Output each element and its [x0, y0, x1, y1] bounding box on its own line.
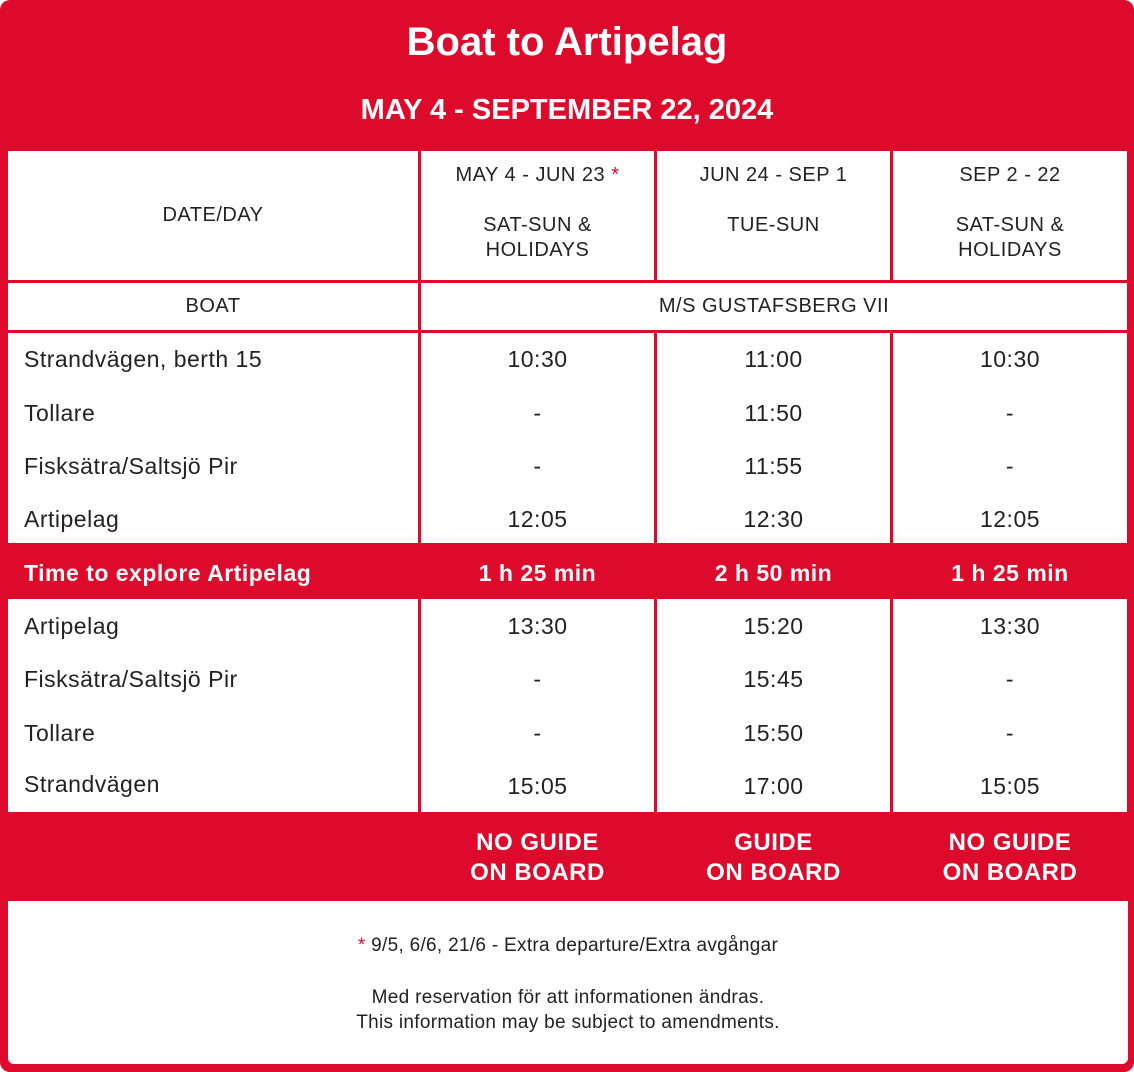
extra-departure-text: 9/5, 6/6, 21/6 - Extra departure/Extra avgångar [371, 935, 779, 956]
departure-time: - [533, 719, 542, 746]
stop-name: Fisksätra/Saltsjö Pir [24, 665, 238, 692]
stop-name: Fisksätra/Saltsjö Pir [24, 452, 238, 479]
boat-name: M/S GUSTAFSBERG VII [421, 283, 1127, 330]
footer-notes [8, 901, 1128, 1064]
column-days: SAT-SUN & [483, 214, 592, 236]
departure-time: 15:50 [743, 719, 804, 746]
departure-time: 11:55 [744, 452, 803, 479]
explore-duration: 1 h 25 min [951, 559, 1069, 586]
departure-time: 15:45 [743, 665, 804, 692]
guide-status: GUIDE ON BOARD [706, 829, 841, 886]
extra-departure-note [8, 935, 1128, 957]
departure-time: - [1005, 452, 1015, 479]
guide-status: NO GUIDE ON BOARD [470, 829, 605, 886]
column-range: SEP 2 - 22 [959, 164, 1061, 186]
departure-time: - [533, 665, 542, 692]
column-header-3 [893, 151, 1127, 280]
stop-name: Artipelag [24, 612, 120, 639]
departure-time: 11:50 [744, 399, 803, 426]
asterisk-mark: * [611, 164, 620, 186]
explore-duration: 1 h 25 min [478, 559, 597, 586]
departure-time: - [1005, 665, 1015, 692]
stop-name: Tollare [24, 719, 96, 746]
departure-time: 13:30 [507, 612, 568, 639]
guide-status: NO GUIDE ON BOARD [942, 829, 1078, 886]
season-subtitle: MAY 4 - SEPTEMBER 22, 2024 [360, 94, 774, 126]
column-header-1 [421, 151, 654, 280]
disclaimer [8, 985, 1128, 1035]
boat-label: BOAT [8, 283, 418, 330]
departure-time: 12:30 [743, 505, 804, 532]
stop-name: Strandvägen [24, 770, 160, 797]
date-day-label: DATE/DAY [162, 204, 264, 226]
departure-time: - [533, 399, 542, 426]
column-range: MAY 4 - JUN 23 [455, 164, 606, 186]
departure-time: 10:30 [979, 345, 1041, 372]
stop-name: Strandvägen, berth 15 [24, 345, 263, 372]
explore-duration: 2 h 50 min [714, 559, 833, 586]
column-range: JUN 24 - SEP 1 [699, 164, 848, 186]
departure-time: 15:05 [979, 772, 1041, 799]
explore-label: Time to explore Artipelag [24, 559, 312, 586]
column-days: TUE-SUN [727, 214, 820, 236]
departure-time: 12:05 [507, 505, 568, 532]
departure-time: - [1005, 719, 1015, 746]
departure-time: 15:20 [743, 612, 804, 639]
column-header-2 [657, 151, 890, 280]
date-day-header [8, 151, 418, 280]
departure-time: 13:30 [979, 612, 1041, 639]
departure-time: 15:05 [507, 772, 568, 799]
departure-time: 12:05 [979, 505, 1041, 532]
stop-name: Tollare [24, 399, 96, 426]
asterisk-mark: * [357, 935, 366, 956]
page-title: Boat to Artipelag [406, 20, 728, 64]
disclaimer-english: This information may be subject to amendments. [356, 1012, 780, 1033]
column-days: HOLIDAYS [485, 239, 590, 261]
departure-time: - [533, 452, 542, 479]
departure-time: - [1005, 399, 1015, 426]
departure-time: 17:00 [743, 772, 804, 799]
column-days: SAT-SUN & [955, 214, 1065, 236]
departure-time: 10:30 [507, 345, 568, 372]
departure-time: 11:00 [744, 345, 803, 372]
column-days: HOLIDAYS [958, 239, 1062, 261]
stop-name: Artipelag [24, 505, 120, 532]
disclaimer-swedish: Med reservation för att informationen ändras. [371, 987, 765, 1008]
